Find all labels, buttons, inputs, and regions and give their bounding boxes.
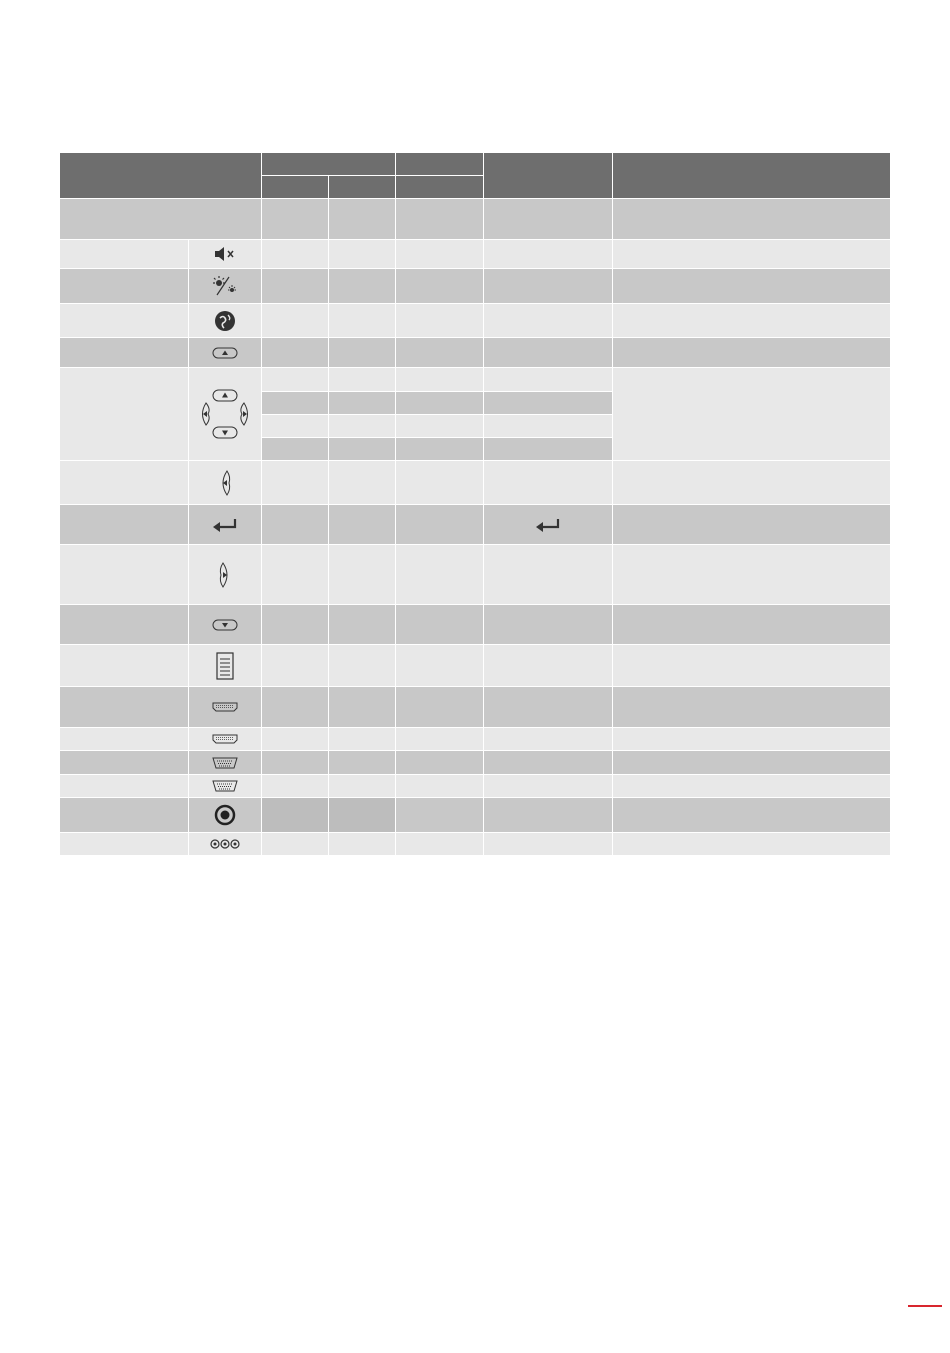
table-cell [262, 687, 329, 728]
header-subcell-2 [329, 176, 396, 199]
table-cell [484, 338, 613, 368]
table-row-label [60, 751, 189, 775]
table-row-label [60, 338, 189, 368]
table-cell [484, 415, 613, 438]
vga-port-icon [189, 775, 262, 798]
hdmi-port-icon [189, 728, 262, 751]
table-cell [484, 645, 613, 687]
table-cell [613, 338, 891, 368]
table-cell [262, 338, 329, 368]
table-cell [613, 775, 891, 798]
table-cell [396, 461, 484, 505]
table-cell [262, 304, 329, 338]
table-cell [262, 368, 329, 392]
table-cell [613, 751, 891, 775]
table-cell [484, 461, 613, 505]
globe-icon [189, 304, 262, 338]
hdmi-port-icon [189, 687, 262, 728]
table-cell [396, 687, 484, 728]
table-cell [262, 505, 329, 545]
table-row-label [60, 775, 189, 798]
section-row-cell [484, 199, 613, 240]
table-cell [613, 833, 891, 856]
table-cell [484, 438, 613, 461]
table-cell [262, 438, 329, 461]
table-cell [484, 687, 613, 728]
table-cell [613, 304, 891, 338]
table-cell [613, 240, 891, 269]
table-cell [329, 368, 396, 392]
table-cell [613, 545, 891, 605]
mute-icon [189, 240, 262, 269]
table-cell [396, 798, 484, 833]
table-cell [613, 368, 891, 461]
table-cell [329, 687, 396, 728]
table-cell [613, 728, 891, 751]
table-cell [396, 269, 484, 304]
table-cell [396, 240, 484, 269]
section-row-cell [396, 199, 484, 240]
table-row-label [60, 368, 189, 461]
table-cell [396, 775, 484, 798]
table-cell [329, 505, 396, 545]
enter-icon [189, 505, 262, 545]
table-cell [329, 304, 396, 338]
table-cell [396, 304, 484, 338]
table-cell [329, 392, 396, 415]
up-arrow-button-icon [189, 338, 262, 368]
table-cell [613, 798, 891, 833]
table-cell [484, 304, 613, 338]
down-arrow-button-icon [189, 605, 262, 645]
table-row-label [60, 269, 189, 304]
table-cell [329, 545, 396, 605]
table-cell [484, 545, 613, 605]
brightness-icon [189, 269, 262, 304]
section-row-cell [329, 199, 396, 240]
table-cell [484, 240, 613, 269]
table-cell [262, 605, 329, 645]
table-cell [329, 338, 396, 368]
table-cell [329, 728, 396, 751]
table-cell [329, 415, 396, 438]
table-cell [329, 798, 396, 833]
table-cell [262, 415, 329, 438]
table-cell [262, 751, 329, 775]
table-cell [396, 505, 484, 545]
header-cell-data [396, 153, 484, 176]
table-row-label [60, 545, 189, 605]
component-ports-icon [189, 833, 262, 856]
table-cell [396, 728, 484, 751]
table-cell [329, 751, 396, 775]
table-cell [262, 461, 329, 505]
table-cell [613, 687, 891, 728]
table-cell [484, 392, 613, 415]
table-cell [329, 775, 396, 798]
header-subcell-3 [396, 176, 484, 199]
table-cell [613, 505, 891, 545]
table-row-label [60, 833, 189, 856]
video-port-icon [189, 798, 262, 833]
header-subcell-1 [262, 176, 329, 199]
table-cell [484, 798, 613, 833]
table-row-label [60, 605, 189, 645]
header-cell-code [262, 153, 396, 176]
table-cell [396, 545, 484, 605]
table-cell [329, 833, 396, 856]
table-cell [484, 775, 613, 798]
page-accent-line [908, 1305, 942, 1307]
section-row-cell [60, 199, 262, 240]
table-cell [262, 392, 329, 415]
table-cell [613, 645, 891, 687]
table-row-label [60, 798, 189, 833]
page-top-margin [0, 0, 950, 120]
remote-code-table [60, 153, 891, 856]
table-row-label [60, 687, 189, 728]
table-cell [262, 775, 329, 798]
table-row-label [60, 240, 189, 269]
right-arrow-button-icon [189, 545, 262, 605]
table-cell [484, 269, 613, 304]
header-cell-printed [484, 153, 613, 199]
table-cell [396, 751, 484, 775]
left-arrow-button-icon [189, 461, 262, 505]
table-cell [329, 438, 396, 461]
table-cell [484, 728, 613, 751]
table-cell [396, 415, 484, 438]
table-cell [329, 240, 396, 269]
table-cell [262, 240, 329, 269]
enter-icon [484, 505, 613, 545]
table-cell [613, 269, 891, 304]
section-row-cell [262, 199, 329, 240]
table-cell [262, 833, 329, 856]
table-cell [396, 645, 484, 687]
table-cell [484, 751, 613, 775]
header-cell-notes [613, 153, 891, 199]
header-cell-key [60, 153, 262, 199]
vga-port-icon [189, 751, 262, 775]
table-cell [396, 368, 484, 392]
table-cell [262, 798, 329, 833]
table-cell [262, 269, 329, 304]
table-cell [396, 605, 484, 645]
table-cell [396, 833, 484, 856]
table-cell [329, 269, 396, 304]
table-cell [613, 461, 891, 505]
table-row-label [60, 461, 189, 505]
table-cell [484, 368, 613, 392]
table-cell [329, 461, 396, 505]
table-cell [329, 605, 396, 645]
table-cell [396, 438, 484, 461]
table-cell [484, 833, 613, 856]
table-cell [484, 605, 613, 645]
table-cell [262, 545, 329, 605]
table-cell [262, 645, 329, 687]
table-row-label [60, 645, 189, 687]
table-cell [613, 605, 891, 645]
section-row-cell [613, 199, 891, 240]
menu-icon [189, 645, 262, 687]
table-cell [329, 645, 396, 687]
table-row-label [60, 505, 189, 545]
table-cell [396, 338, 484, 368]
table-row-label [60, 728, 189, 751]
table-cell [396, 392, 484, 415]
table-row-label [60, 304, 189, 338]
four-way-arrows-icon [189, 368, 262, 461]
table-cell [262, 728, 329, 751]
